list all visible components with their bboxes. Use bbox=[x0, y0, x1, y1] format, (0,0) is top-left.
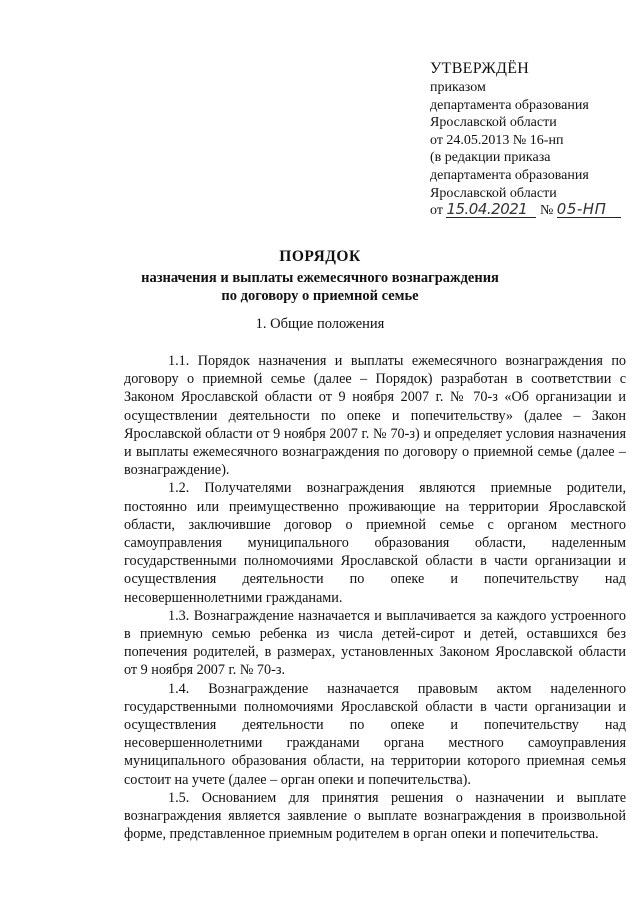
paragraph: 1.2. Получателями вознаграждения являются приемные родители, постоянно или преимущественно проживающие на территории Ярославской области, заключившие договор о приемной семье с органом местного самоуправления муниципального образования области, наделенным государственными полномочиями Ярославской области в части организации и осуществления деятельности по опеке и попечительству над несовершеннолетними гражданами. bbox=[124, 480, 626, 606]
number-label: № bbox=[539, 203, 554, 219]
approval-line: департамента образования bbox=[430, 97, 589, 113]
approval-line: (в редакции приказа bbox=[430, 150, 551, 166]
paragraph: 1.1. Порядок назначения и выплаты ежемесячного вознаграждения по договору о приемной семье (далее – Порядок) разработан в соответствии с Законом Ярославской области от 9 ноября 2007 г. № 70-з «Об организации и осуществлении деятельности по опеке и попечительству» (далее – Закон Ярославской области от 9 ноября 2007 г. № 70-з) и определяет условия назначения и выплаты ежемесячного вознаграждения по договору о приемной семье (далее – вознаграждение). bbox=[124, 353, 626, 479]
approval-line: приказом bbox=[430, 80, 486, 95]
approval-line: департамента образования bbox=[430, 167, 589, 183]
from-label: от bbox=[430, 203, 443, 219]
approval-block bbox=[430, 58, 630, 220]
paragraph: 1.3. Вознаграждение назначается и выплачивается за каждого устроенного в приемную семью ребенка из числа детей-сирот и детей, оставшихся без попечения родителей, в размерах, установленных Законом Ярославской области от 9 ноября 2007 г. № 70-з. bbox=[124, 607, 626, 679]
document-title: ПОРЯДОК bbox=[279, 248, 361, 265]
handwritten-number: 05-НП bbox=[557, 202, 621, 218]
handwritten-date: 15.04.2021 bbox=[446, 202, 536, 218]
document-body bbox=[124, 352, 626, 843]
approval-signature-line bbox=[430, 202, 630, 220]
section-title: 1. Общие положения bbox=[255, 316, 385, 332]
document-subtitle: по договору о приемной семье bbox=[221, 288, 419, 304]
document-subtitle: назначения и выплаты ежемесячного вознаграждения bbox=[141, 269, 499, 286]
document-heading bbox=[0, 248, 640, 306]
approval-title: УТВЕРЖДЁН bbox=[430, 60, 530, 77]
approval-line: Ярославской области bbox=[430, 185, 557, 201]
approval-line: Ярославской области bbox=[430, 115, 557, 131]
paragraph: 1.4. Вознаграждение назначается правовым актом наделенного государственными полномочиями Ярославской области в части организации и осуществления деятельности по опеке и попечительству над несовершеннолетними гражданами органа местного самоуправления муниципального образования области, на территории которого приемная семья состоит на учете (далее – орган опеки и попечительства). bbox=[124, 680, 626, 788]
paragraph: 1.5. Основанием для принятия решения о назначении и выплате вознаграждения является заявление о выплате вознаграждения в произвольной форме, представленное приемным родителем в орган опеки и попечительства. bbox=[124, 789, 626, 843]
approval-line: от 24.05.2013 № 16-нп bbox=[430, 132, 564, 148]
